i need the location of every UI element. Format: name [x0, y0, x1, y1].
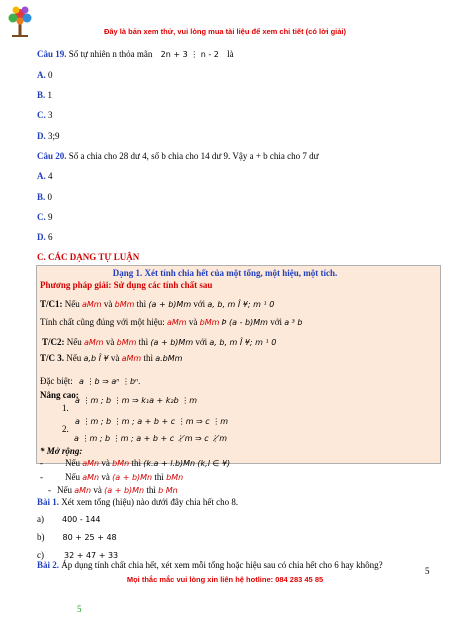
property-2: T/C2: Nếu aMm và bMm thì (a + b)Mm với a, b, m Î ¥; m ¹ 0 — [42, 337, 277, 347]
advanced-heading: Nâng cao: — [40, 390, 79, 400]
page-number: 5 — [425, 566, 430, 576]
option: D. 6 — [37, 232, 53, 242]
hotline-banner: Mọi thắc mắc vui lòng xin liên hệ hotline: 084 283 45 85 — [126, 575, 324, 584]
advanced-2b: a ⋮m ; b ⋮m ; a + b + c ⋮̸m ⇒ c ⋮̸m — [74, 434, 228, 443]
option: D. 3;9 — [37, 131, 60, 141]
exercise-1: Bài 1. Xét xem tổng (hiệu) nào dưới đây chia hết cho 8. — [37, 497, 239, 507]
extension-heading: * Mở rộng: — [40, 446, 83, 456]
exercise-item: a) 400 - 144 — [37, 514, 101, 524]
question-label: Câu 19. — [37, 49, 67, 59]
section-heading: C. CÁC DẠNG TỰ LUẬN — [37, 252, 140, 262]
option: B. 1 — [37, 90, 53, 100]
option: C. 3 — [37, 110, 53, 120]
property-1: T/C1: Nếu aMm và bMm thì (a + b)Mm với a, b, m Î ¥; m ¹ 0 — [40, 299, 275, 309]
exercise-item: b) 80 + 25 + 48 — [37, 532, 117, 542]
option: C. 9 — [37, 212, 53, 222]
exercise-2: Bài 2. Áp dụng tính chất chia hết, xét xem mỗi tổng hoặc hiệu sau có chia hết cho 6 hay không? — [37, 560, 383, 570]
advanced-2: 2. a ⋮m ; b ⋮m ; a + b + c ⋮m ⇒ c ⋮m — [62, 417, 229, 434]
property-3: T/C 3. Nếu a,b Î ¥ và aMm thì a.bMm — [40, 353, 183, 363]
question-label: Câu 20. — [37, 151, 67, 161]
preview-banner: Đây là bản xem thử, vui lòng mua tài liệu để xem chi tiết (có lời giải) — [103, 27, 347, 36]
question-math: 2n + 3 ⋮ n - 2 — [160, 50, 219, 59]
question-tail: là — [227, 49, 234, 59]
box-title: Dạng 1. Xét tính chia hết của một tổng, một hiệu, một tích. — [112, 268, 338, 278]
extension-2: - Nếu aMn và (a + b)Mn thì bMn — [40, 472, 184, 482]
property-difference: Tính chất cũng đúng với một hiệu: aMm và bMm Þ (a - b)Mm với a ³ b — [40, 317, 303, 327]
extension-3: - Nếu aMn và (a + b)Mn thì b Mn — [48, 485, 178, 495]
question-text: Số tự nhiên n thỏa mãn — [68, 49, 153, 59]
question-19 — [37, 49, 234, 59]
question-20 — [37, 151, 319, 161]
exercise-item: c) 32 + 47 + 33 — [37, 550, 119, 560]
method-line: Phương pháp giải: Sử dụng các tính chất sau — [40, 280, 213, 290]
extension-1: - Nếu aMn và bMn thì (k.a + l.b)Mn (k,l ∈ ¥) — [40, 458, 231, 468]
option: B. 0 — [37, 192, 53, 202]
option: A. 4 — [37, 171, 53, 181]
option: A. 0 — [37, 70, 53, 80]
footer-page-number: 5 — [77, 604, 82, 614]
advanced-1: 1. a ⋮m ; b ⋮m ⇒ k₁a + k₂b ⋮m — [62, 396, 198, 413]
special-case: Đặc biệt: a ⋮b ⇒ aⁿ ⋮bⁿ. — [40, 376, 141, 386]
question-text: Số a chia cho 28 dư 4, số b chia cho 14 dư 9. Vậy a + b chia cho 7 dư — [68, 151, 319, 161]
